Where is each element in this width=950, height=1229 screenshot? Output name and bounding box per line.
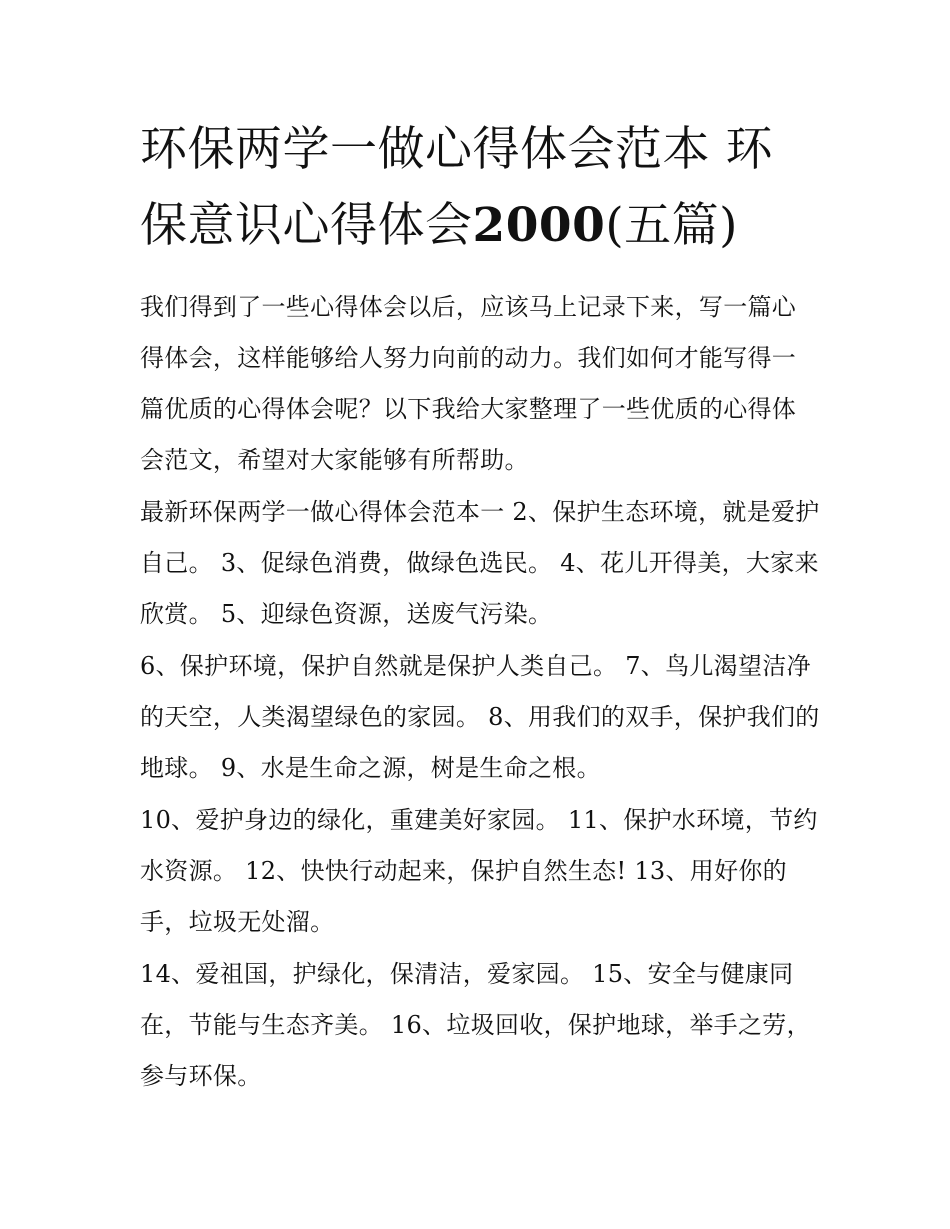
title-text: 环保两学一做心得体会范本 环保意识心得体会 xyxy=(140,122,773,253)
body-paragraph: 10、爱护身边的绿化，重建美好家园。 11、保护水环境，节约水资源。 12、快快行动起来，保护自然生态! 13、用好你的手，垃圾无处溜。 xyxy=(140,806,818,936)
document-body xyxy=(140,282,820,1102)
body-paragraph: 14、爱祖国，护绿化，保清洁，爱家园。 15、安全与健康同在，节能与生态齐美。 16、垃圾回收，保护地球，举手之劳，参与环保。 xyxy=(140,960,811,1090)
body-paragraph: 6、保护环境，保护自然就是保护人类自己。 7、鸟儿渴望洁净的天空，人类渴望绿色的家园。 8、用我们的双手，保护我们的地球。 9、水是生命之源，树是生命之根。 xyxy=(140,652,820,782)
title-number: 2000 xyxy=(472,198,606,253)
title-suffix: (五篇) xyxy=(605,198,738,253)
intro-paragraph: 我们得到了一些心得体会以后，应该马上记录下来，写一篇心得体会，这样能够给人努力向前的动力。我们如何才能写得一篇优质的心得体会呢？以下我给大家整理了一些优质的心得体会范文，希望对大家能够有所帮助。 xyxy=(140,293,797,474)
body-paragraph: 最新环保两学一做心得体会范本一 2、保护生态环境，就是爱护自己。 3、促绿色消费，做绿色选民。 4、花儿开得美，大家来欣赏。 5、迎绿色资源，送废气污染。 xyxy=(140,498,820,628)
document-title xyxy=(140,112,820,264)
